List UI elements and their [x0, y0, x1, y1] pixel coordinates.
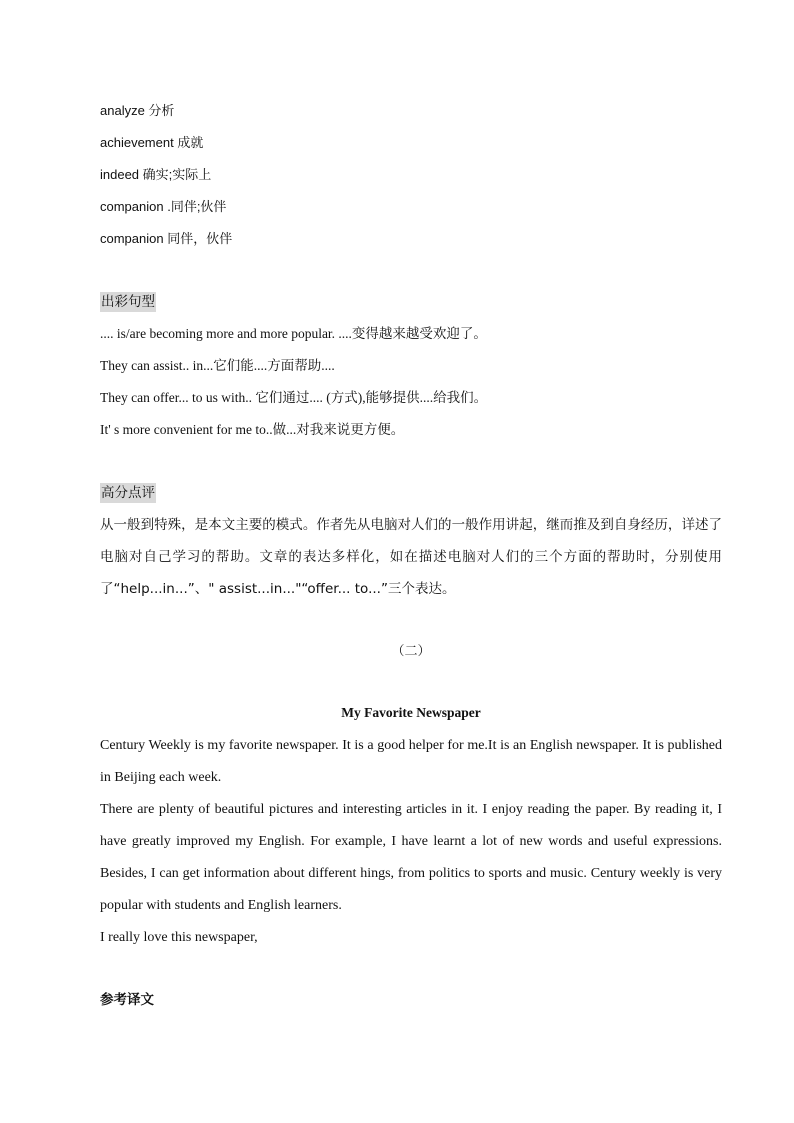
- pattern-line: They can offer... to us with.. 它们通过.... (方式),能够提供....给我们。: [100, 390, 488, 405]
- pattern-line: They can assist.. in...它们能....方面帮助....: [100, 358, 335, 373]
- essay-paragraph-2: [100, 794, 722, 922]
- vocab-item: achievement 成就: [100, 135, 204, 150]
- review-paragraph: [100, 509, 722, 605]
- essay-paragraph-text: Century Weekly is my favorite newspaper. It is a good helper for me.It is an English newspaper. It is published in Beijing each week.: [100, 738, 722, 785]
- essay-paragraph-text: There are plenty of beautiful pictures and interesting articles in it. I enjoy reading the paper. By reading it, I have greatly improved my English. For example, I have learnt a lot of new words and useful expressions. Besides, I can get information about different hings, from politics to sports and music. Century weekly is very popular with students and English learners.: [100, 802, 722, 913]
- review-heading: 高分点评: [101, 485, 155, 501]
- sentence-patterns-heading: 出彩句型: [101, 294, 155, 310]
- review-text: 从一般到特殊，是本文主要的模式。作者先从电脑对人们的一般作用讲起，继而推及到自身经历，详述了电脑对自己学习的帮助。文章的表达多样化，如在描述电脑对人们的三个方面的帮助时，分别使用了“help...in...”、" assist...in..."“offer... to...”三个表达。: [100, 517, 722, 597]
- vocab-item: analyze 分析: [100, 103, 175, 118]
- review-heading-wrap: [100, 483, 156, 503]
- essay-paragraph-3: [100, 922, 722, 954]
- section-number: （二）: [391, 644, 431, 659]
- vocab-item: companion 同伴，伙伴: [100, 231, 233, 246]
- essay-title: My Favorite Newspaper: [341, 705, 481, 720]
- pattern-line: .... is/are becoming more and more popular. ....变得越来越受欢迎了。: [100, 326, 487, 341]
- vocab-item: indeed 确实;实际上: [100, 167, 212, 182]
- essay-paragraph-1: [100, 730, 722, 794]
- sentence-patterns-heading-wrap: [100, 292, 156, 312]
- translation-heading: 参考译文: [100, 992, 154, 1008]
- pattern-line: It' s more convenient for me to..做...对我来说更方便。: [100, 422, 405, 437]
- vocab-item: companion .同伴;伙伴: [100, 199, 227, 214]
- essay-paragraph-text: I really love this newspaper,: [100, 930, 258, 945]
